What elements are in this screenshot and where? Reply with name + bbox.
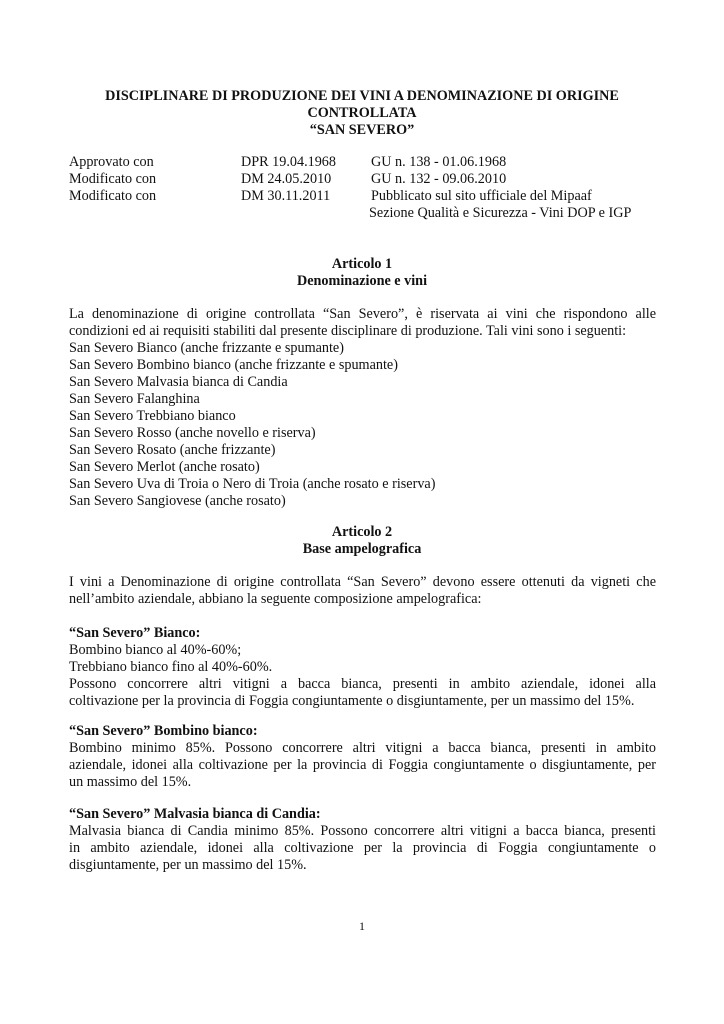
section-line: aziendale, idonei alla coltivazione per la provincia di Foggia congiuntamente o disgiuntamente, per: [69, 757, 656, 773]
approval-label: Modificato con: [69, 188, 157, 204]
article-2-intro: [69, 574, 656, 608]
approval-row: [69, 154, 669, 171]
article-1-intro-line: condizioni ed ai requisiti stabiliti dal presente disciplinare di produzione. Tali vini sono i seguenti:: [69, 323, 627, 339]
article-2-heading: [69, 524, 655, 558]
article-1-body: [69, 306, 656, 510]
article-1-heading: [69, 256, 655, 290]
article-1-number: Articolo 1: [331, 256, 393, 272]
page-number: 1: [359, 919, 365, 933]
section-title: “San Severo” Bombino bianco:: [69, 723, 258, 739]
section-line: un massimo del 15%.: [69, 774, 192, 790]
approval-row: [69, 171, 669, 188]
approval-decree: DPR 19.04.1968: [241, 154, 336, 170]
wine-list-item: San Severo Bianco (anche frizzante e spumante): [69, 340, 344, 356]
article-2-title: Base ampelografica: [302, 541, 422, 557]
section-bianco: [69, 625, 656, 710]
approval-label: Approvato con: [69, 154, 154, 170]
section-line: coltivazione per la provincia di Foggia congiuntamente o disgiuntamente, per un massimo del 15%.: [69, 693, 635, 709]
wine-list-item: San Severo Sangiovese (anche rosato): [69, 493, 286, 509]
approval-table: [69, 154, 669, 222]
wine-list-item: San Severo Merlot (anche rosato): [69, 459, 260, 475]
title-line-2: CONTROLLATA: [307, 105, 417, 121]
wine-list-item: San Severo Malvasia bianca di Candia: [69, 374, 288, 390]
article-2-intro-line: I vini a Denominazione di origine controllata “San Severo” devono essere ottenuti da vigneti che: [69, 574, 656, 590]
wine-list-item: San Severo Rosato (anche frizzante): [69, 442, 276, 458]
section-bombino: [69, 723, 656, 791]
approval-row: [69, 188, 669, 205]
section-line: Possono concorrere altri vitigni a bacca bianca, presenti in ambito aziendale, idonei alla: [69, 676, 656, 692]
section-line: Malvasia bianca di Candia minimo 85%. Possono concorrere altri vitigni a bacca bianca, presenti: [69, 823, 656, 839]
approval-decree: DM 24.05.2010: [241, 171, 332, 187]
title-line-1: DISCIPLINARE DI PRODUZIONE DEI VINI A DENOMINAZIONE DI ORIGINE: [105, 88, 619, 104]
wine-list-item: San Severo Uva di Troia o Nero di Troia (anche rosato e riserva): [69, 476, 436, 492]
approval-ref: GU n. 132 - 09.06.2010: [371, 171, 507, 187]
approval-ref: GU n. 138 - 01.06.1968: [371, 154, 507, 170]
article-2-intro-line: nell’ambito aziendale, abbiano la seguente composizione ampelografica:: [69, 591, 482, 607]
title-line-3: “SAN SEVERO”: [309, 122, 415, 138]
approval-label: Modificato con: [69, 171, 157, 187]
approval-decree: DM 30.11.2011: [241, 188, 331, 204]
article-2-number: Articolo 2: [331, 524, 393, 540]
approval-ref: Pubblicato sul sito ufficiale del Mipaaf: [371, 188, 592, 204]
section-line: Bombino bianco al 40%-60%;: [69, 642, 242, 658]
section-line: Bombino minimo 85%. Possono concorrere altri vitigni a bacca bianca, presenti in ambito: [69, 740, 656, 756]
wine-list-item: San Severo Trebbiano bianco: [69, 408, 236, 424]
wine-list-item: San Severo Falanghina: [69, 391, 200, 407]
wine-list-item: San Severo Bombino bianco (anche frizzante e spumante): [69, 357, 398, 373]
section-title: “San Severo” Malvasia bianca di Candia:: [69, 806, 321, 822]
section-line: in ambito aziendale, idonei alla coltivazione per la provincia di Foggia congiuntamente o: [69, 840, 656, 856]
section-line: disgiuntamente, per un massimo del 15%.: [69, 857, 307, 873]
article-1-intro-line: La denominazione di origine controllata “San Severo”, è riservata ai vini che rispondono alle: [69, 306, 656, 322]
approval-ref-continued: Sezione Qualità e Sicurezza - Vini DOP e IGP: [369, 205, 632, 221]
wine-list-item: San Severo Rosso (anche novello e riserva): [69, 425, 316, 441]
section-title: “San Severo” Bianco:: [69, 625, 201, 641]
article-1-title: Denominazione e vini: [296, 273, 428, 289]
approval-row: [69, 205, 669, 222]
document-title: [69, 88, 655, 139]
section-line: Trebbiano bianco fino al 40%-60%.: [69, 659, 273, 675]
section-malvasia: [69, 806, 656, 874]
